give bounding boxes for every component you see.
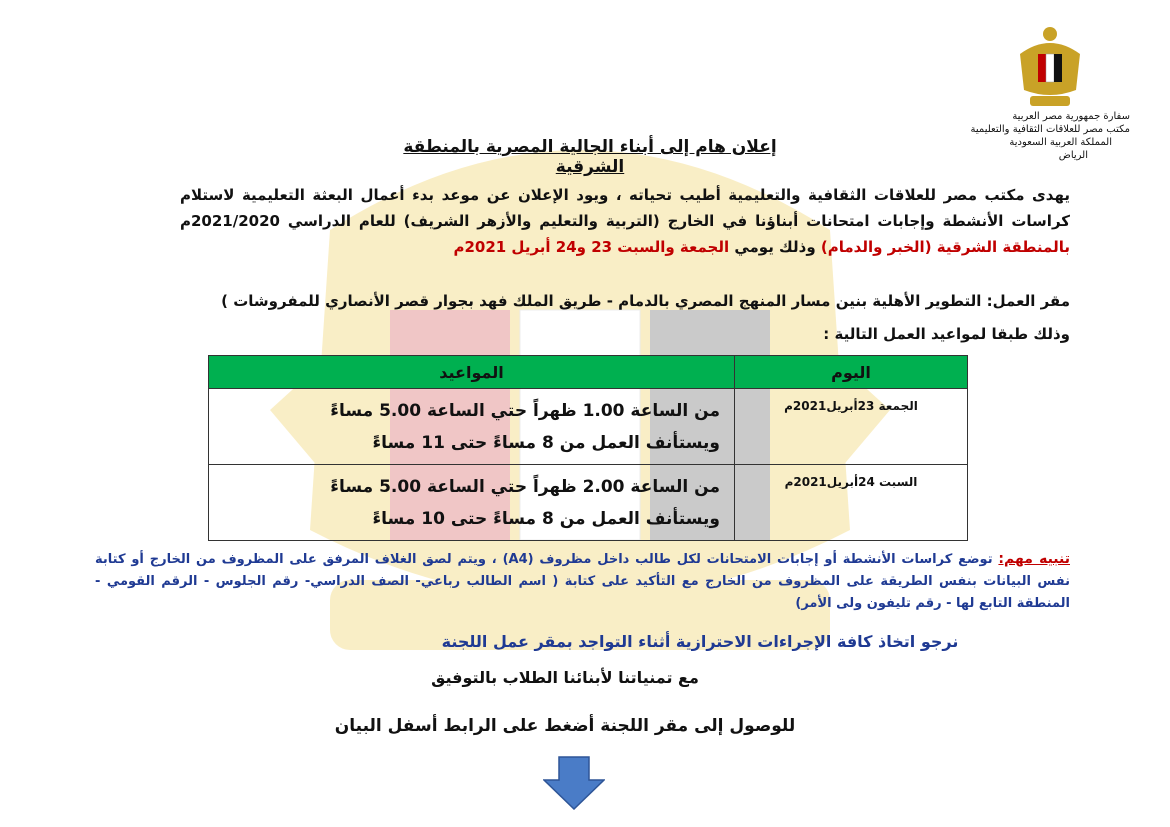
table-row — [209, 465, 968, 541]
page-title: إعلان هام إلى أبناء الجالية المصرية بالمنطقة الشرقية — [403, 137, 777, 177]
wishes-line: مع تمنياتنا لأبنائنا الطلاب بالتوفيق — [431, 668, 699, 687]
row-times — [209, 389, 735, 465]
intro-paragraph — [180, 182, 1070, 260]
important-note — [95, 548, 1070, 615]
location-value: : التطوير الأهلية بنين مسار المنهج المصري بالدمام - طريق الملك فهد بجوار قصر الأنصاري للمفروشات ) — [221, 292, 993, 310]
times-line-1: من الساعة 1.00 ظهراً حتي الساعة 5.00 مساءً — [330, 401, 720, 421]
row-day: السبت 24أبريل2021م — [735, 465, 968, 541]
times-line-2: ويستأنف العمل من 8 مساءً حتى 11 مساءً — [372, 433, 720, 453]
header-office: مكتب مصر للعلاقات الثقافية والتعليمية — [970, 124, 1130, 135]
times-line-1: من الساعة 2.00 ظهراً حتي الساعة 5.00 مساءً — [330, 477, 720, 497]
location-line — [221, 292, 1070, 310]
intro-region: بالمنطقة الشرقية (الخبر والدمام) — [820, 238, 1070, 256]
times-line-2: ويستأنف العمل من 8 مساءً حتى 10 مساءً — [372, 509, 720, 529]
header-times: المواعيد — [209, 356, 735, 389]
schedule-intro: وذلك طبقا لمواعيد العمل التالية : — [823, 325, 1070, 343]
note-text: توضع كراسات الأنشطة أو إجابات الامتحانات لكل طالب داخل مظروف (A4) ، ويتم لصق الغلاف المرفق على المظروف من الخارج أو كتابة نفس البيانات بنفس الطريقة على المظروف من الخارج مع التأكيد على كتابة ( اسم الطالب رباعي- الصف الدراسي- رقم الجلوس - الرقم القومي - المنطقة التابع لها - رقم تليفون ولى الأمر) — [95, 552, 1070, 611]
eagle-emblem-icon — [1018, 24, 1082, 110]
header-city: الرياض — [1058, 150, 1088, 161]
intro-dates: الجمعة والسبت 23 و24 أبريل 2021م — [453, 238, 730, 256]
intro-days-prefix: وذلك يومي — [734, 238, 816, 256]
table-row — [209, 389, 968, 465]
precautions-line: نرجو اتخاذ كافة الإجراءات الاحترازية أثناء التواجد بمقر عمل اللجنة — [441, 632, 959, 651]
location-label: مقر العمل — [992, 292, 1070, 310]
schedule-table — [208, 355, 968, 541]
header-country: المملكة العربية السعودية — [1009, 137, 1112, 148]
arrow-down-icon[interactable] — [543, 756, 605, 810]
header-embassy: سفارة جمهورية مصر العربية — [1012, 111, 1130, 122]
note-label: تنبيه مهم: — [998, 551, 1070, 567]
header-day: اليوم — [735, 356, 968, 389]
table-header-row — [209, 356, 968, 389]
row-day: الجمعة 23أبريل2021م — [735, 389, 968, 465]
link-instruction: للوصول إلى مقر اللجنة أضغط على الرابط أسفل البيان — [334, 716, 796, 736]
intro-text: يهدى مكتب مصر للعلاقات الثقافية والتعليمية أطيب تحياته ، ويود الإعلان عن موعد بدء أعمال البعثة التعليمية لاستلام كراسات الأنشطة وإجابات امتحانات أبناؤنا في الخارج (التربية والتعليم والأزهر الشريف) للعام الدراسي 2021/2020م — [180, 186, 1070, 230]
row-times — [209, 465, 735, 541]
